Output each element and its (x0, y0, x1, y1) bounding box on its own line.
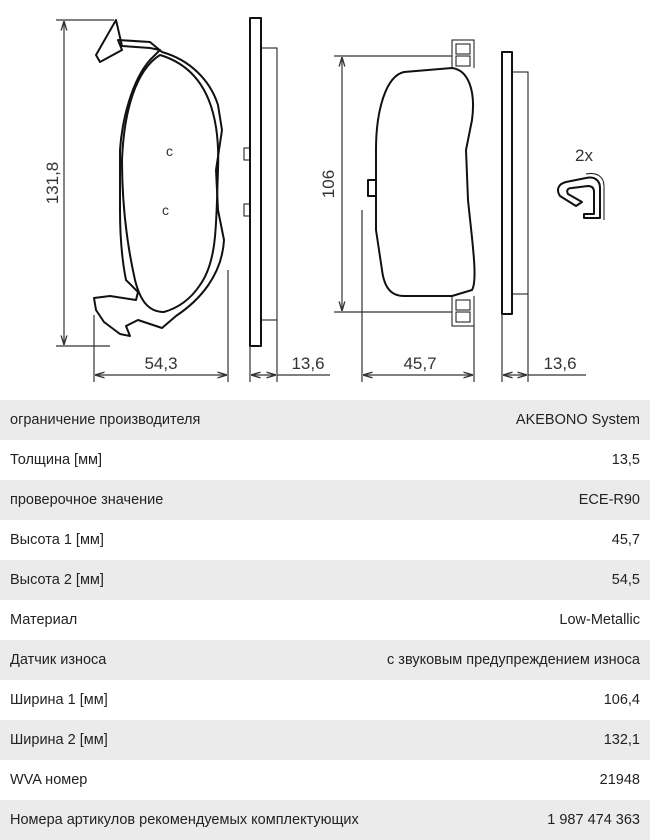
spec-value: 54,5 (611, 572, 640, 588)
spec-label: проверочное значение (10, 492, 164, 508)
spring-clip-icon (558, 174, 604, 221)
spec-label: Ширина 2 [мм] (10, 732, 108, 748)
spec-row (0, 680, 650, 720)
spec-row (0, 600, 650, 640)
spec-row (0, 800, 650, 840)
pad1-rivet-bottom: c (162, 202, 169, 218)
spec-row (0, 520, 650, 560)
spec-value: 13,5 (611, 452, 640, 468)
spec-label: Высота 2 [мм] (10, 572, 104, 588)
pad2-width-label: 45,7 (403, 354, 437, 373)
pad1-front-view (94, 20, 224, 336)
pad2-height-label: 106 (319, 169, 338, 199)
spec-value: 1 987 474 363 (547, 812, 640, 828)
spec-label: ограничение производителя (10, 412, 201, 428)
spec-row (0, 400, 650, 440)
spec-row (0, 720, 650, 760)
pad2-front-view (368, 40, 475, 326)
pad2-thickness-label: 13,6 (543, 354, 577, 373)
pad1-height-label: 131,8 (43, 161, 62, 205)
specs-table (0, 400, 650, 840)
pad1-rivet-top: c (166, 143, 173, 159)
spec-label: Датчик износа (10, 652, 107, 668)
spec-value: Low-Metallic (559, 612, 640, 628)
spec-value: 45,7 (611, 532, 640, 548)
spec-value: 21948 (599, 772, 640, 788)
pad1-side-view (244, 18, 277, 346)
spec-label: Толщина [мм] (10, 452, 103, 468)
spec-value: 132,1 (603, 732, 640, 748)
spec-label: Материал (10, 612, 78, 628)
spec-row (0, 560, 650, 600)
pad1-width-label: 54,3 (144, 354, 178, 373)
spec-row (0, 760, 650, 800)
spec-value: AKEBONO System (515, 412, 640, 428)
pad2-thickness-dimension (502, 294, 586, 382)
pad1-thickness-label: 13,6 (291, 354, 325, 373)
spec-label: Номера артикулов рекомендуемых комплектующих (10, 812, 359, 828)
spec-label: Ширина 1 [мм] (10, 692, 108, 708)
spec-label: Высота 1 [мм] (10, 532, 104, 548)
spec-row (0, 640, 650, 680)
spec-value: с звуковым предупреждением износа (387, 652, 640, 668)
spec-value: ECE-R90 (578, 492, 640, 508)
pad2-height-dimension (319, 56, 452, 312)
spec-label: WVA номер (10, 772, 88, 788)
spec-row (0, 440, 650, 480)
spec-row (0, 480, 650, 520)
brake-pad-drawing (0, 0, 650, 400)
pad2-side-view (502, 52, 528, 314)
spec-value: 106,4 (603, 692, 640, 708)
clip-quantity-label: 2x (575, 146, 593, 165)
